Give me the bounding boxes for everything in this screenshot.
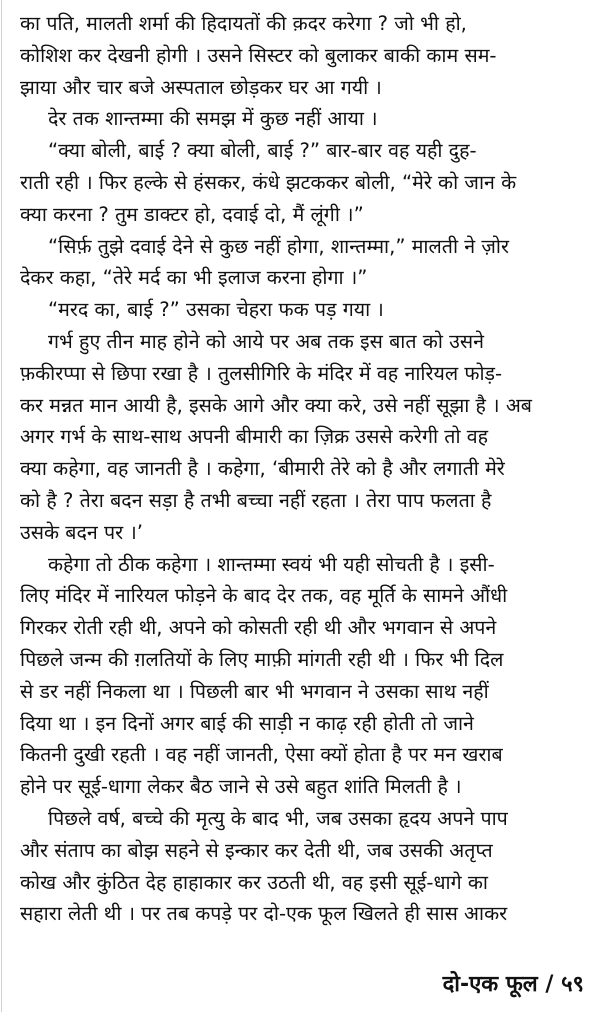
text-line-10: “मरद का, बाई ?” उसका चेहरा फक पड़ गया ।: [48, 298, 384, 322]
text-line-1: का पति, मालती शर्मा की हिदायतों की क़दर करेगा ? जो भी हो,: [20, 12, 467, 35]
text-line-5: “क्या बोली, बाई ? क्या बोली, बाई ?” बार-बार वह यही दुह-: [48, 139, 477, 163]
page-body-text: [20, 8, 594, 930]
text-line-3: झाया और चार बजे अस्पताल छोड़कर घर आ गयी ।: [20, 75, 382, 99]
text-line-14: अगर गर्भ के साथ-साथ अपनी बीमारी का ज़िक्र उससे करेगी तो वह: [20, 425, 489, 449]
text-line-17: उसके बदन पर ।’: [20, 520, 143, 544]
page-footer: [443, 968, 584, 1002]
text-line-19: लिए मंदिर में नारियल फोड़ने के बाद देर तक, वह मूर्ति के सामने औंधी: [20, 584, 508, 608]
text-line-20: गिरकर रोती रही थी, अपने को कोसती रही थी और भगवान से अपने: [20, 616, 497, 640]
page-number: ५९: [561, 972, 584, 997]
text-line-15: क्या कहेगा, वह जानती है । कहेगा, ‘बीमारी तेरे को है और लगाती मेरे: [20, 457, 505, 481]
text-line-29: सहारा लेती थी । पर तब कपड़े पर दो-एक फूल खिलते ही सास आकर: [20, 902, 508, 926]
text-line-7: क्या करना ? तुम डाक्टर हो, दवाई दो, मैं लूंगी ।”: [20, 202, 364, 226]
text-line-16: को है ? तेरा बदन सड़ा है तभी बच्चा नहीं रहता । तेरा पाप फलता है: [20, 488, 492, 512]
text-line-11: गर्भ हुए तीन माह होने को आये पर अब तक इस बात को उसने: [48, 329, 484, 353]
text-line-26: पिछले वर्ष, बच्चे की मृत्यु के बाद भी, जब उसका हृदय अपने पाप: [48, 806, 508, 830]
text-line-21: पिछले जन्म की ग़लतियों के लिए माफ़ी मांगती रही थी । फिर भी दिल: [20, 647, 504, 671]
text-line-6: राती रही । फिर हल्के से हंसकर, कंधे झटककर बोली, “मेरे को जान के: [20, 170, 517, 194]
text-line-22: से डर नहीं निकला था । पिछली बार भी भगवान ने उसका साथ नहीं: [20, 679, 489, 703]
text-line-8: “सिर्फ़ तुझे दवाई देने से कुछ नहीं होगा, शान्तम्मा,” मालती ने ज़ोर: [48, 234, 509, 258]
text-line-27: और संताप का बोझ सहने से इन्कार कर देती थी, जब उसकी अतृप्त: [20, 838, 493, 862]
text-line-9: देकर कहा, “तेरे मर्द का भी इलाज करना होगा ।”: [20, 266, 368, 290]
text-line-2: कोशिश कर देखनी होगी । उसने सिस्टर को बुलाकर बाकी काम सम-: [20, 43, 497, 67]
text-line-12: फ़कीरप्पा से छिपा रखा है । तुलसीगिरि के मंदिर में वह नारियल फोड़-: [20, 361, 503, 385]
footer-title: दो-एक फूल: [442, 972, 538, 997]
text-line-28: कोख और कुंठित देह हाहाकार कर उठती थी, वह इसी सूई-धागे का: [20, 870, 489, 894]
text-line-23: दिया था । इन दिनों अगर बाई की साड़ी न काढ़ रही होती तो जाने: [20, 711, 474, 735]
text-line-13: कर मन्नत मान आयी है, इसके आगे और क्या करे, उसे नहीं सूझा है । अब: [20, 393, 532, 417]
text-line-4: देर तक शान्तम्मा की समझ में कुछ नहीं आया ।: [48, 107, 378, 131]
footer-separator: /: [545, 972, 554, 997]
text-line-18: कहेगा तो ठीक कहेगा । शान्तम्मा स्वयं भी यही सोचती है । इसी-: [48, 552, 495, 576]
text-line-24: कितनी दुखी रहती । वह नहीं जानती, ऐसा क्यों होता है पर मन खराब: [20, 743, 503, 767]
text-line-25: होने पर सूई-धागा लेकर बैठ जाने से उसे बहुत शांति मिलती है ।: [20, 775, 462, 799]
